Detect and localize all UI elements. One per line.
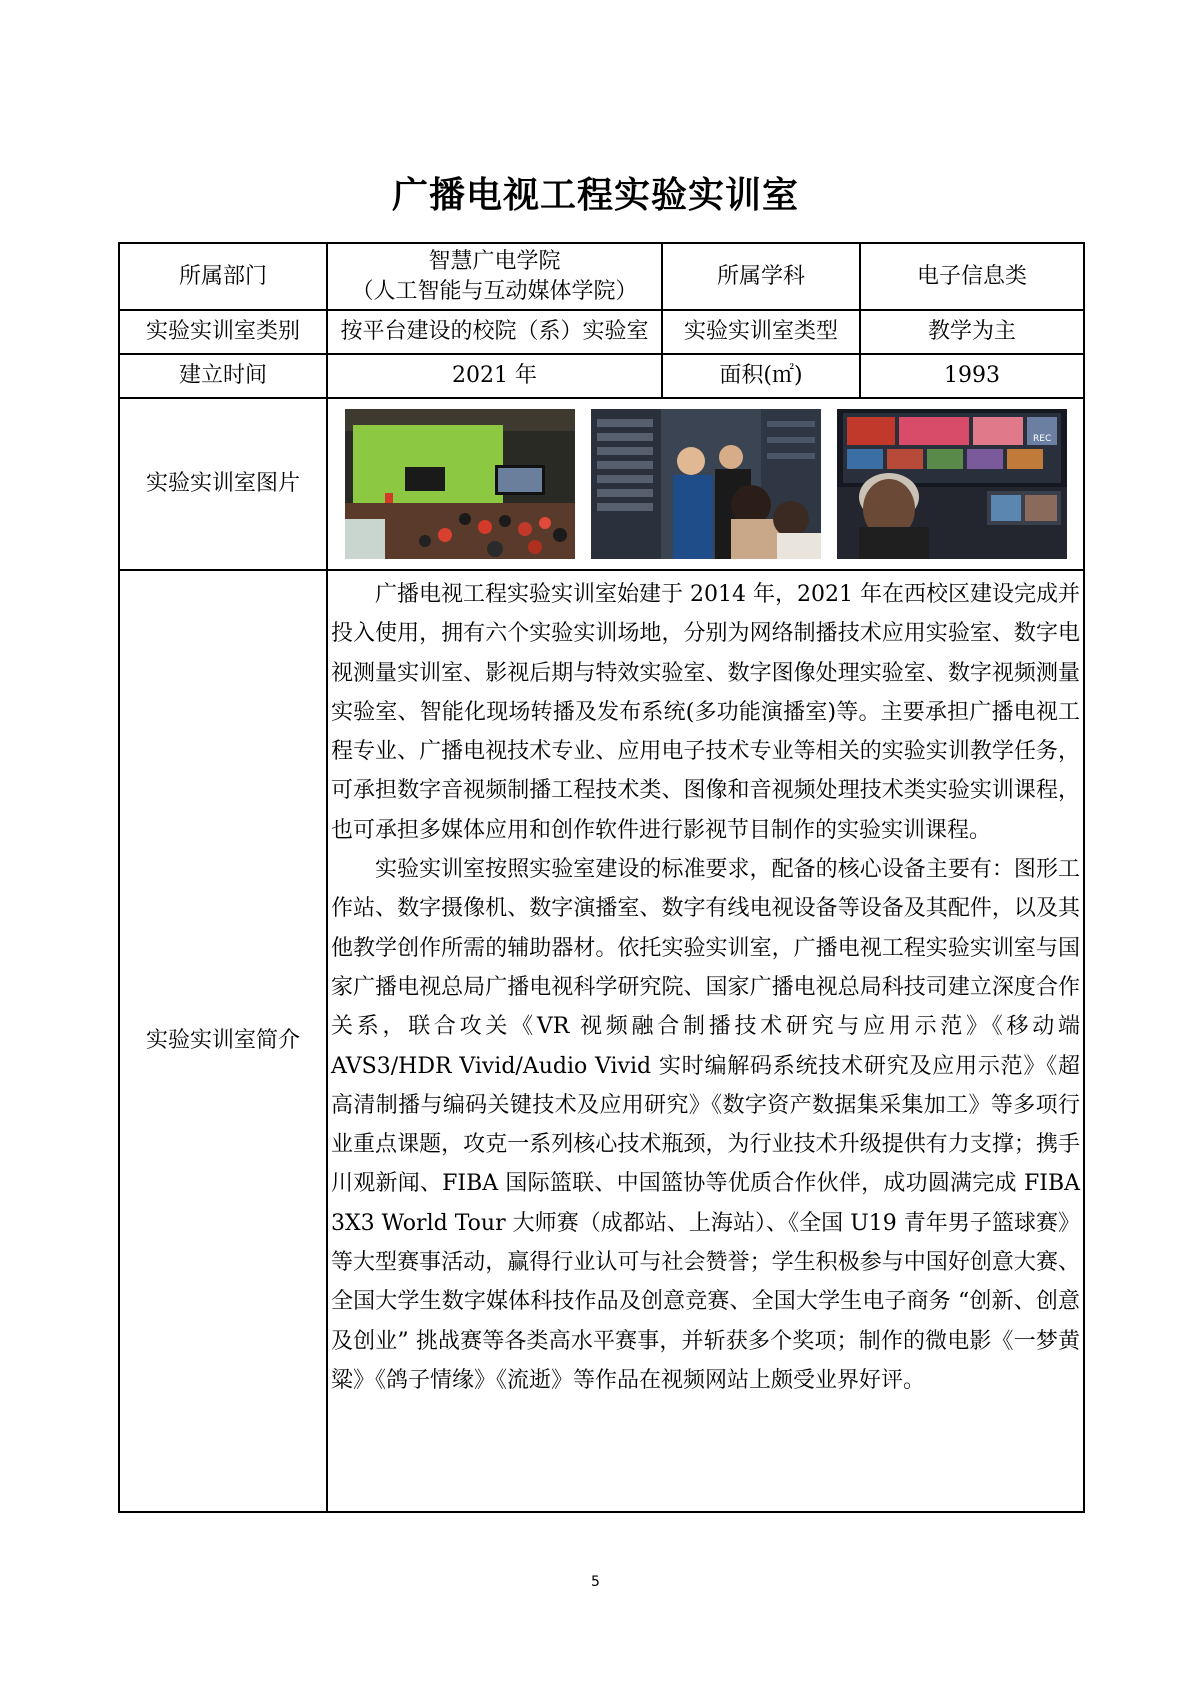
studio-photo-image bbox=[345, 409, 575, 559]
table-row bbox=[119, 310, 1084, 354]
intro-cell bbox=[327, 570, 1084, 1512]
type-value: 教学为主 bbox=[860, 310, 1084, 354]
table-row bbox=[119, 398, 1084, 570]
rec-overlay-text: REC bbox=[1033, 434, 1052, 444]
type-label: 实验实训室类型 bbox=[662, 310, 860, 354]
established-value: 2021 年 bbox=[327, 354, 662, 398]
category-label: 实验实训室类别 bbox=[119, 310, 327, 354]
page-title: 广播电视工程实验实训室 bbox=[391, 175, 799, 216]
discipline-label: 所属学科 bbox=[662, 243, 860, 310]
intro-paragraph-2: 实验实训室按照实验室建设的标准要求，配备的核心设备主要有：图形工作站、数字摄像机、数字演播室、数字有线电视设备等设备及其配件，以及其他教学创作所需的辅助器材。依托实验实训室，广播电视工程实验实训室与国家广播电视总局广播电视科学研究院、国家广播电视总局科技司建立深度合作关系，联合攻关《VR 视频融合制播技术研究与应用示范》《移动端 AVS3/HDR Vivid/Audio Vivid 实时编解码系统技术研究及应用示范》《超高清制播与编码关键技术及应用研究》《数字资产数据集采集加工》等多项行业重点课题，攻克一系列核心技术瓶颈，为行业技术升级提供有力支撑；携手川观新闻、FIBA 国际篮联、中国篮协等优质合作伙伴，成功圆满完成 FIBA 3X3 World Tour 大师赛（成都站、上海站）、《全国 U19 青年男子篮球赛》等大型赛事活动，赢得行业认可与社会赞誉；学生积极参与中国好创意大赛、全国大学生数字媒体科技作品及创意竞赛、全国大学生电子商务 “创新、创意及创业” 挑战赛等各类高水平赛事，并斩获多个奖项；制作的微电影《一梦黄粱》《鸽子情缘》《流逝》等作品在视频网站上颇受业界好评。 bbox=[331, 857, 1080, 1393]
table-row bbox=[119, 354, 1084, 398]
intro-paragraph-1: 广播电视工程实验实训室始建于 2014 年，2021 年在西校区建设完成并投入使用，拥有六个实验实训场地，分别为网络制播技术应用实验室、数字电视测量实训室、影视后期与特效实验室、数字图像处理实验室、数字视频测量实验室、智能化现场转播及发布系统(多功能演播室)等。主要承担广播电视工程专业、广播电视技术专业、应用电子技术专业等相关的实验实训教学任务，可承担数字音视频制播工程技术类、图像和音视频处理技术类实验实训课程，也可承担多媒体应用和创作软件进行影视节目制作的实验实训课程。 bbox=[331, 582, 1080, 843]
lab-info-table bbox=[118, 242, 1085, 1513]
control-room-photo-image bbox=[837, 409, 1067, 559]
area-value: 1993 bbox=[860, 354, 1084, 398]
photos-cell bbox=[327, 398, 1084, 570]
table-row bbox=[119, 570, 1084, 1512]
equipment-room-photo bbox=[591, 409, 821, 559]
area-label: 面积(㎡) bbox=[662, 354, 860, 398]
page-number: 5 bbox=[591, 1574, 600, 1590]
photos-label: 实验实训室图片 bbox=[119, 398, 327, 570]
category-value: 按平台建设的校院（系）实验室 bbox=[327, 310, 662, 354]
photo-strip bbox=[328, 409, 1083, 559]
control-room-photo bbox=[837, 409, 1067, 559]
equipment-room-photo-image bbox=[591, 409, 821, 559]
discipline-value: 电子信息类 bbox=[860, 243, 1084, 310]
intro-label: 实验实训室简介 bbox=[119, 570, 327, 1512]
department-label: 所属部门 bbox=[119, 243, 327, 310]
studio-photo bbox=[345, 409, 575, 559]
department-value-line1: 智慧广电学院 bbox=[428, 248, 561, 274]
department-value bbox=[327, 243, 662, 310]
table-row bbox=[119, 243, 1084, 310]
department-value-line2: （人工智能与互动媒体学院） bbox=[351, 278, 638, 304]
established-label: 建立时间 bbox=[119, 354, 327, 398]
